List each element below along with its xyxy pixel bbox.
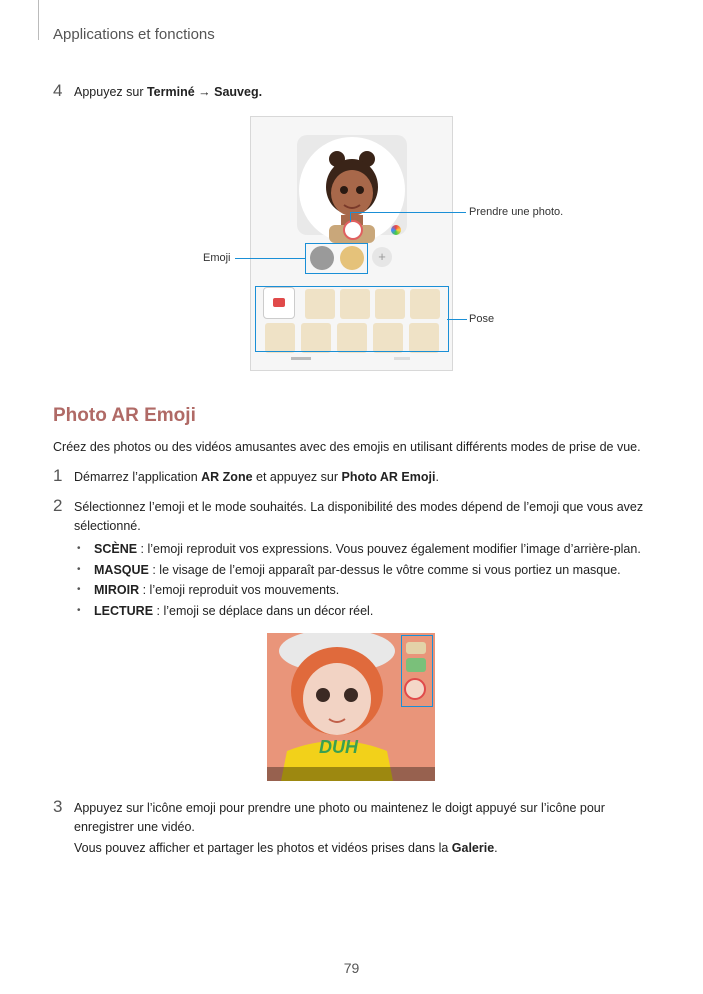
pose-highlight-box	[255, 286, 449, 352]
step-3-line3: Vous pouvez afficher et partager les photos et vidéos prises dans la Galerie.	[74, 841, 498, 855]
callout-line-photo-stub	[350, 212, 351, 222]
emoji-highlight-box	[305, 243, 368, 274]
callout-line-photo	[350, 212, 466, 213]
capture-button[interactable]	[343, 220, 363, 240]
bullet-masque: MASQUE : le visage de l’emoji apparaît par-dessus le vôtre comme si vous portiez un masque.	[94, 563, 621, 577]
heading-photo-ar-emoji: Photo AR Emoji	[53, 405, 196, 426]
intro-text: Créez des photos ou des vidéos amusantes avec des emojis en utilisant différents modes de prise de vue.	[53, 440, 641, 454]
add-emoji-icon[interactable]: +	[372, 247, 392, 267]
bullet-dot: •	[77, 543, 81, 554]
done-button[interactable]	[394, 357, 410, 360]
page-number: 79	[343, 960, 360, 976]
emoji-capture-icon[interactable]	[404, 678, 426, 700]
section-title: Applications et fonctions	[53, 26, 215, 43]
step-2-line1: Sélectionnez l’emoji et le mode souhaités. La disponibilité des modes dépend de l’emoji que vous avez	[74, 500, 644, 514]
bullet-dot: •	[77, 564, 81, 575]
bullet-miroir: MIROIR : l’emoji reproduit vos mouvements.	[94, 583, 340, 597]
bullet-scene: SCÈNE : l’emoji reproduit vos expressions. Vous pouvez également modifier l’image d’arrière-plan.	[94, 542, 641, 556]
step-3-line1: Appuyez sur l’icône emoji pour prendre une photo ou maintenez le doigt appuyé sur l’icône pour	[74, 801, 605, 815]
callout-photo: Prendre une photo.	[469, 206, 564, 218]
step-4-number: 4	[53, 81, 63, 100]
bullet-dot: •	[77, 584, 81, 595]
step-3-line2: enregistrer une vidéo.	[74, 820, 195, 834]
step-4-text: Appuyez sur Terminé → Sauveg.	[74, 85, 263, 99]
mode-bar[interactable]	[267, 767, 435, 781]
color-picker-icon[interactable]	[391, 225, 401, 235]
step-3-number: 3	[53, 797, 63, 816]
step-2-number: 2	[53, 496, 63, 515]
header-rule	[38, 0, 39, 40]
callout-emoji: Emoji	[203, 252, 231, 264]
step-1-number: 1	[53, 466, 63, 485]
bullet-lecture: LECTURE : l’emoji se déplace dans un décor réel.	[94, 604, 374, 618]
cancel-button[interactable]	[291, 357, 311, 360]
step-1-text: Démarrez l’application AR Zone et appuyez sur Photo AR Emoji.	[74, 470, 439, 484]
bullet-dot: •	[77, 605, 81, 616]
shirt-text: DUH	[319, 737, 358, 757]
callout-line-pose	[447, 319, 467, 320]
emoji-list-item[interactable]	[406, 658, 426, 672]
emoji-list-item[interactable]	[406, 642, 426, 654]
callout-pose: Pose	[469, 313, 495, 325]
callout-line-emoji	[235, 258, 305, 259]
step-2-line2: sélectionné.	[74, 519, 141, 533]
